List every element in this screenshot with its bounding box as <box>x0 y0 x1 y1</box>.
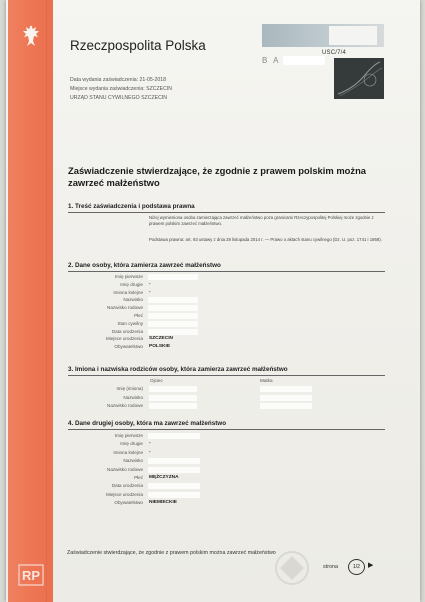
parent-row-label: Nazwisko rodowe <box>107 403 143 408</box>
field-label: Stan cywilny <box>117 320 143 326</box>
svg-text:RP: RP <box>21 568 41 583</box>
rp-logo <box>16 562 46 588</box>
redacted-father-field <box>149 395 197 401</box>
field-label: Nazwisko rodowe <box>107 466 143 472</box>
redacted-field <box>148 483 200 489</box>
field-label: Nazwisko <box>123 297 143 303</box>
field-label: Miejsce urodzenia <box>105 336 143 342</box>
section-2-title: 2. Dane osoby, która zamierza zawrzeć małżeństwo <box>68 262 221 269</box>
redacted-field <box>148 492 200 498</box>
redacted-field <box>148 467 200 473</box>
field-label: Imię drugie <box>120 441 143 447</box>
field-label: Obywatelstwo <box>114 500 143 506</box>
issue-date-line: Data wydania zaświadczenia: 21-05-2018 <box>70 77 167 83</box>
document-title: Zaświadczenie stwierdzające, że zgodnie z prawem polskim można zawrzeć małżeństwo <box>68 165 367 188</box>
field-label: Płeć <box>134 313 143 318</box>
stripe-edge-line <box>46 0 47 602</box>
issue-place-line: Miejsce wydania zaświadczenia: SZCZECIN <box>70 86 173 92</box>
field-label: Imię pierwsze <box>114 274 143 279</box>
field-label: Nazwisko rodowe <box>107 305 143 311</box>
section-3-rule <box>68 375 385 376</box>
mother-column-header: Matka <box>260 378 273 383</box>
section-4-title: 4. Dane drugiej osoby, która ma zawrzeć małżeństwo <box>68 420 227 427</box>
field-label: Miejsce urodzenia <box>105 491 143 497</box>
redacted-field <box>148 305 198 311</box>
field-value: SZCZECIN <box>149 336 173 342</box>
field-value: NIEMIECKIE <box>149 500 177 506</box>
redacted-mother-field <box>260 395 312 401</box>
legal-basis-text: Podstawa prawna: art. 93 ustawy z dnia 28 listopada 2014 r. — Prawo o aktach stanu cywilnego (Dz. U. poz. 1741 i 1868). <box>149 237 382 242</box>
footer-title: Zaświadczenie stwierdzające, że zgodnie z prawem polskim można zawrzeć małżeństwo <box>67 550 276 556</box>
redacted-field <box>148 458 200 464</box>
eagle-emblem-icon <box>21 24 41 48</box>
field-label: Nazwisko <box>123 458 143 464</box>
field-label: Data urodzenia <box>111 328 143 334</box>
field-value: POLSKIE <box>149 344 171 350</box>
section-1-title: 1. Treść zaświadczenia i podstawa prawna <box>68 203 195 210</box>
redacted-mother-field <box>260 386 312 392</box>
page-label: strona <box>323 564 338 570</box>
section-4-rule <box>68 429 385 430</box>
field-label: Imię drugie <box>120 281 143 287</box>
redacted-field <box>148 433 200 439</box>
father-column-header: Ojciec <box>150 378 163 383</box>
republic-heading: Rzeczpospolita Polska <box>70 38 206 53</box>
hologram-icon <box>334 58 384 99</box>
section-1-rule <box>68 212 385 213</box>
redacted-field <box>148 321 198 327</box>
redacted-serial <box>283 56 325 65</box>
field-label: Data urodzenia <box>111 483 143 489</box>
serial-prefix: B A <box>262 56 281 65</box>
field-value: - <box>149 289 151 295</box>
field-label: Imiona kolejne <box>113 449 143 455</box>
page-number-badge: 1/2 <box>348 559 365 575</box>
section-2-rule <box>68 271 385 272</box>
field-label: Płeć <box>134 475 143 480</box>
section-3-title: 3. Imiona i nazwiska rodziców osoby, która zamierza zawrzeć małżeństwo <box>68 366 288 373</box>
section-1-text: Niżej wymieniona osoba zamierzająca zawrzeć małżeństwo poza granicami Rzeczypospolitej Polskiej może zgodnie z prawem polskim zawrzeć małżeństwo. <box>149 215 374 226</box>
field-label: Imiona kolejne <box>113 289 143 295</box>
redacted-field <box>148 313 198 319</box>
field-value: - <box>149 281 151 287</box>
field-label: Obywatelstwo <box>114 344 143 350</box>
field-value: - <box>149 441 151 447</box>
usc-code: USC/7/4 <box>322 50 347 56</box>
redacted-father-field <box>149 386 197 392</box>
issuing-office-line: URZĄD STANU CYWILNEGO SZCZECIN <box>70 95 168 101</box>
parent-row-label: Nazwisko <box>123 394 143 400</box>
redacted-field <box>148 329 198 335</box>
redacted-father-field <box>149 403 197 409</box>
redacted-band <box>329 26 377 45</box>
field-label: Imię pierwsze <box>114 433 143 438</box>
parent-row-label: Imię (imiona) <box>116 386 143 391</box>
next-page-arrow-icon[interactable]: ▶ <box>368 562 374 569</box>
redacted-mother-field <box>260 403 312 409</box>
field-value: MĘŻCZYZNA <box>149 475 179 480</box>
redacted-field <box>148 274 198 280</box>
redacted-field <box>148 297 198 303</box>
field-value: - <box>149 449 151 455</box>
